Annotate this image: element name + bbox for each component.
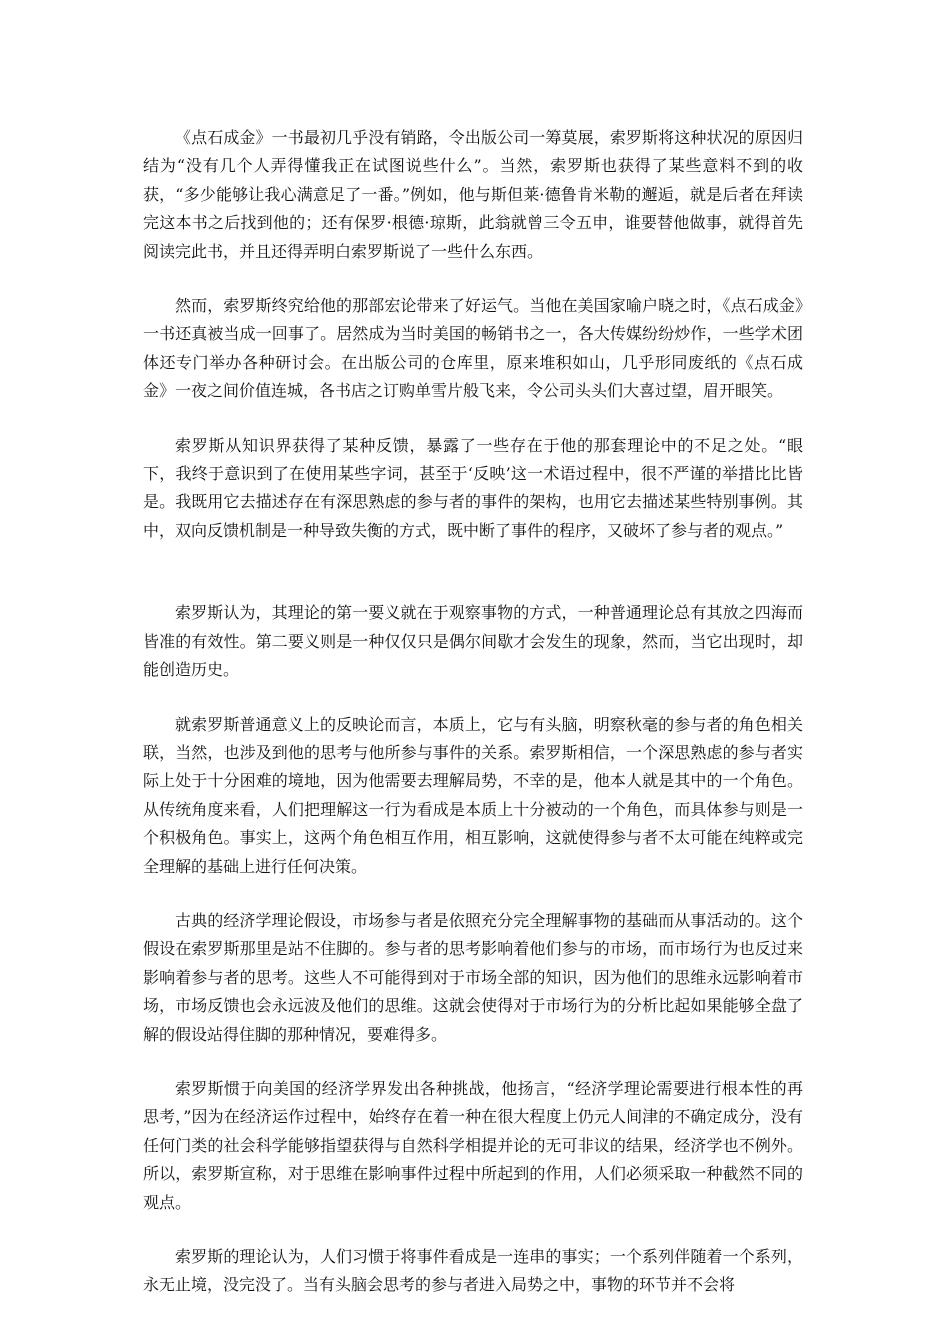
paragraph-spacer xyxy=(143,266,803,292)
paragraph-4: 索罗斯认为，其理论的第一要义就在于观察事物的方式，一种普通理论总有其放之四海而皆准的有效性。第二要义则是一种仅仅只是偶尔间歇才会发生的现象，然而，当它出现时，却能创造历史。 xyxy=(143,603,803,680)
paragraph-6: 古典的经济学理论假设，市场参与者是依照充分完全理解事物的基础而从事活动的。这个假设在索罗斯那里是站不住脚的。参与者的思考影响着他们参与的市场，而市场行为也反过来影响着参与者的思考。这些人不可能得到对于市场全部的知识，因为他们的思维永远影响着市场，市场反馈也会永远波及他们的思维。这就会使得对于市场行为的分析比起如果能够全盘了解的假设站得住脚的那种情况，要难得多。 xyxy=(143,910,803,1044)
document-body xyxy=(143,124,803,1300)
paragraph-spacer xyxy=(143,406,803,432)
paragraph-1: 《点石成金》一书最初几乎没有销路，令出版公司一筹莫展，索罗斯将这种状况的原因归结为“没有几个人弄得懂我正在试图说些什么”。当然，索罗斯也获得了某些意料不到的收获，“多少能够让我心满意足了一番。”例如，他与斯但莱·德鲁肯米勒的邂逅，就是后者在拜读完这本书之后找到他的；还有保罗·根德·琼斯，此翁就曾三令五申，谁要替他做事，就得首先阅读完此书，并且还得弄明白索罗斯说了一些什么东西。 xyxy=(143,128,803,261)
paragraph-spacer xyxy=(143,545,803,599)
paragraph-spacer xyxy=(143,1049,803,1075)
paragraph-spacer xyxy=(143,1217,803,1243)
paragraph-spacer xyxy=(143,881,803,907)
paragraph-8: 索罗斯的理论认为，人们习惯于将事件看成是一连串的事实；一个系列伴随着一个系列，永无止境，没完没了。当有头脑会思考的参与者进入局势之中，事物的环节并不会将 xyxy=(143,1247,803,1295)
paragraph-2: 然而，索罗斯终究给他的那部宏论带来了好运气。当他在美国家喻户晓之时，《点石成金》一书还真被当成一回事了。居然成为当时美国的畅销书之一，各大传媒纷纷炒作，一些学术团体还专门举办各种研讨会。在出版公司的仓库里，原来堆积如山，几乎形同废纸的《点石成金》一夜之间价值连城，各书店之订购单雪片般飞来，令公司头头们大喜过望，眉开眼笑。 xyxy=(143,296,803,401)
paragraph-7: 索罗斯惯于向美国的经济学界发出各种挑战，他扬言，“经济学理论需要进行根本性的再思考，”因为在经济运作过程中，始终存在着一种在很大程度上仍元人间津的不确定成分，没有任何门类的社会科学能够指望获得与自然科学相提并论的无可非议的结果，经济学也不例外。所以，索罗斯宣称，对于思维在影响事件过程中所起到的作用，人们必须采取一种截然不同的观点。 xyxy=(143,1078,803,1212)
paragraph-3: 索罗斯从知识界获得了某种反馈，暴露了一些存在于他的那套理论中的不足之处。“眼下，我终于意识到了在使用某些字词，甚至于‘反映’这一术语过程中，很不严谨的举措比比皆是。我既用它去描述存在有深思熟虑的参与者的事件的架构，也用它去描述某些特别事例。其中，双向反馈机制是一种导致失衡的方式，既中断了事件的程序，又破坏了参与者的观点。” xyxy=(143,435,803,540)
paragraph-spacer xyxy=(143,685,803,711)
paragraph-5: 就索罗斯普通意义上的反映论而言，本质上，它与有头脑，明察秋毫的参与者的角色相关联，当然，也涉及到他的思考与他所参与事件的关系。索罗斯相信，一个深思熟虑的参与者实际上处于十分困难的境地，因为他需要去理解局势，不幸的是，他本人就是其中的一个角色。从传统角度来看，人们把理解这一行为看成是本质上十分被动的一个角色，而具体参与则是一个积极角色。事实上，这两个角色相互作用，相互影响，这就使得参与者不太可能在纯粹或完全理解的基础上进行任何决策。 xyxy=(143,714,803,876)
